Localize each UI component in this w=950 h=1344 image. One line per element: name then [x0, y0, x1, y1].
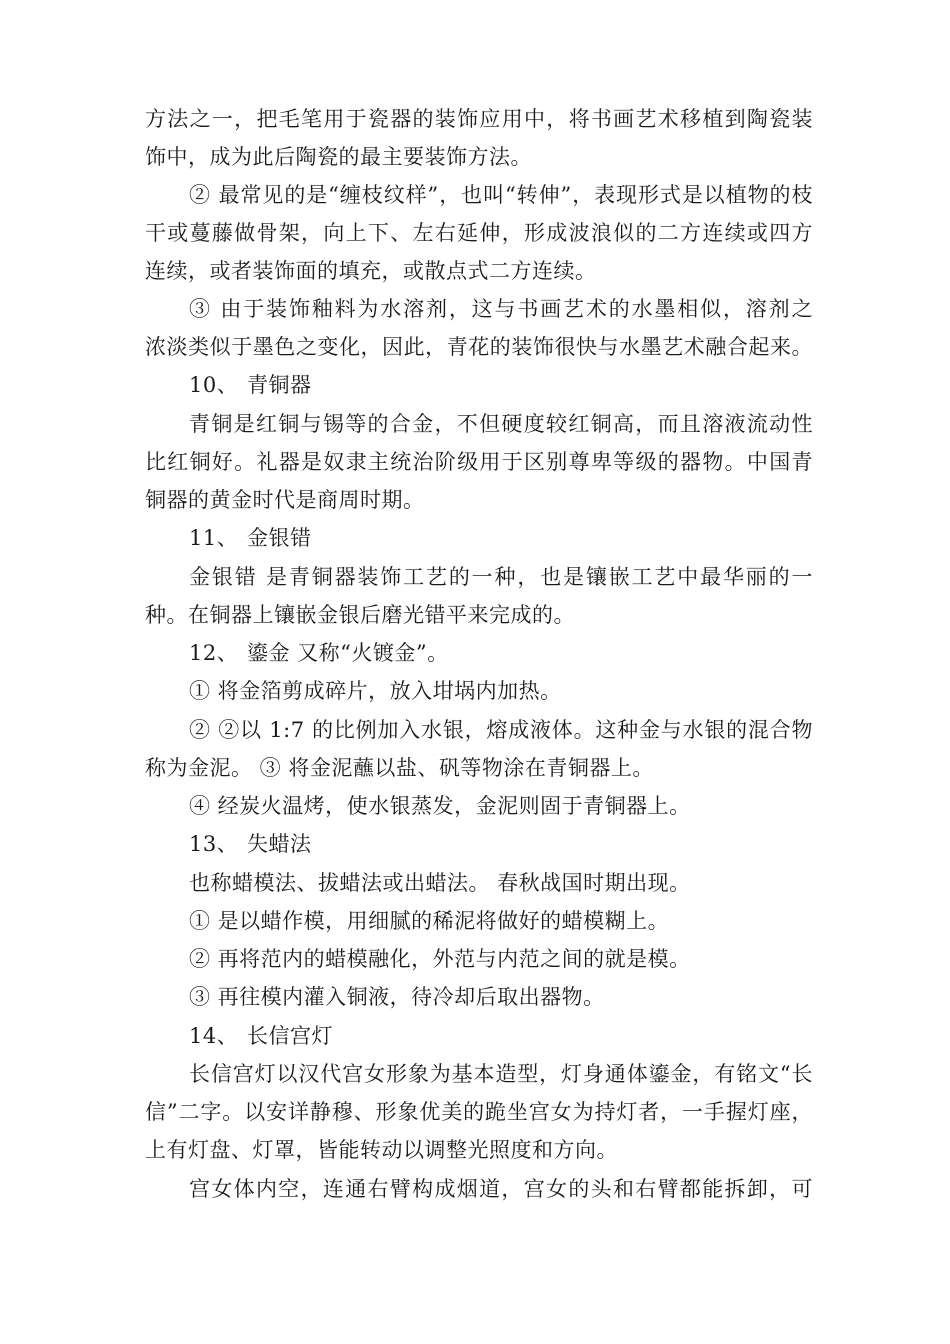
section-title: 金银错: [247, 526, 312, 550]
section-heading: [189, 830, 312, 858]
section-title: 长信宫灯: [247, 1024, 333, 1048]
text-line: 称为金泥。 ③ 将金泥蘸以盐、矾等物涂在青铜器上。: [145, 756, 654, 780]
text-line: 干或蔓藤做骨架，向上下、左右延伸，形成波浪似的二方连续或四方: [145, 221, 813, 245]
section-heading: [189, 639, 449, 667]
paragraph-line: 宫女体内空，连通右臂构成烟道，宫女的头和右臂都能拆卸，可: [189, 1177, 813, 1201]
paragraph-line: 长信宫灯以汉代宫女形象为基本造型，灯身通体鎏金，有铭文“长: [189, 1062, 813, 1086]
list-item: ③ 由于装饰釉料为水溶剂，这与书画艺术的水墨相似，溶剂之: [189, 297, 813, 321]
list-item: ② ②以 1:7 的比例加入水银，熔成液体。这种金与水银的混合物: [189, 718, 813, 742]
section-number: 13、: [189, 832, 239, 856]
text-line: 比红铜好。礼器是奴隶主统治阶级用于区别尊卑等级的器物。中国青: [145, 450, 813, 474]
list-item: ③ 再往模内灌入铜液，待冷却后取出器物。: [189, 985, 605, 1009]
paragraph-line: 金银错 是青铜器装饰工艺的一种，也是镶嵌工艺中最华丽的一: [189, 565, 813, 589]
text-line: 浓淡类似于墨色之变化，因此，青花的装饰很快与水墨艺术融合起来。: [145, 335, 813, 359]
text-line: 信”二字。以安详静穆、形象优美的跪坐宫女为持灯者，一手握灯座，: [145, 1100, 813, 1124]
paragraph-line: 也称蜡模法、拔蜡法或出蜡法。 春秋战国时期出现。: [189, 871, 691, 895]
section-heading: [189, 1022, 333, 1050]
paragraph-line: 青铜是红铜与锡等的合金，不但硬度较红铜高，而且溶液流动性: [189, 412, 813, 436]
section-number: 12、: [189, 641, 239, 665]
section-number: 10、: [189, 373, 239, 397]
text-line: 饰中，成为此后陶瓷的最主要装饰方法。: [145, 145, 532, 169]
section-heading: [189, 524, 312, 552]
list-item: ② 最常见的是“缠枝纹样”，也叫“转伸”，表现形式是以植物的枝: [189, 183, 813, 207]
list-item: ① 将金箔剪成碎片，放入坩埚内加热。: [189, 679, 562, 703]
list-item: ① 是以蜡作模，用细腻的稀泥将做好的蜡模糊上。: [189, 909, 670, 933]
list-item: ④ 经炭火温烤，使水银蒸发，金泥则固于青铜器上。: [189, 794, 691, 818]
section-title: 青铜器: [247, 373, 312, 397]
text-line: 种。在铜器上镶嵌金银后磨光错平来完成的。: [145, 603, 575, 627]
section-title: 失蜡法: [247, 832, 312, 856]
section-number: 14、: [189, 1024, 239, 1048]
text-line: 连续，或者装饰面的填充，或散点式二方连续。: [145, 259, 597, 283]
section-number: 11、: [189, 526, 239, 550]
text-line: 上有灯盘、灯罩，皆能转动以调整光照度和方向。: [145, 1138, 618, 1162]
text-line: 铜器的黄金时代是商周时期。: [145, 488, 425, 512]
section-title: 鎏金 又称“火镀金”。: [247, 641, 449, 665]
text-line: 方法之一，把毛笔用于瓷器的装饰应用中，将书画艺术移植到陶瓷装: [145, 107, 813, 131]
list-item: ② 再将范内的蜡模融化，外范与内范之间的就是模。: [189, 947, 691, 971]
section-heading: [189, 371, 312, 399]
